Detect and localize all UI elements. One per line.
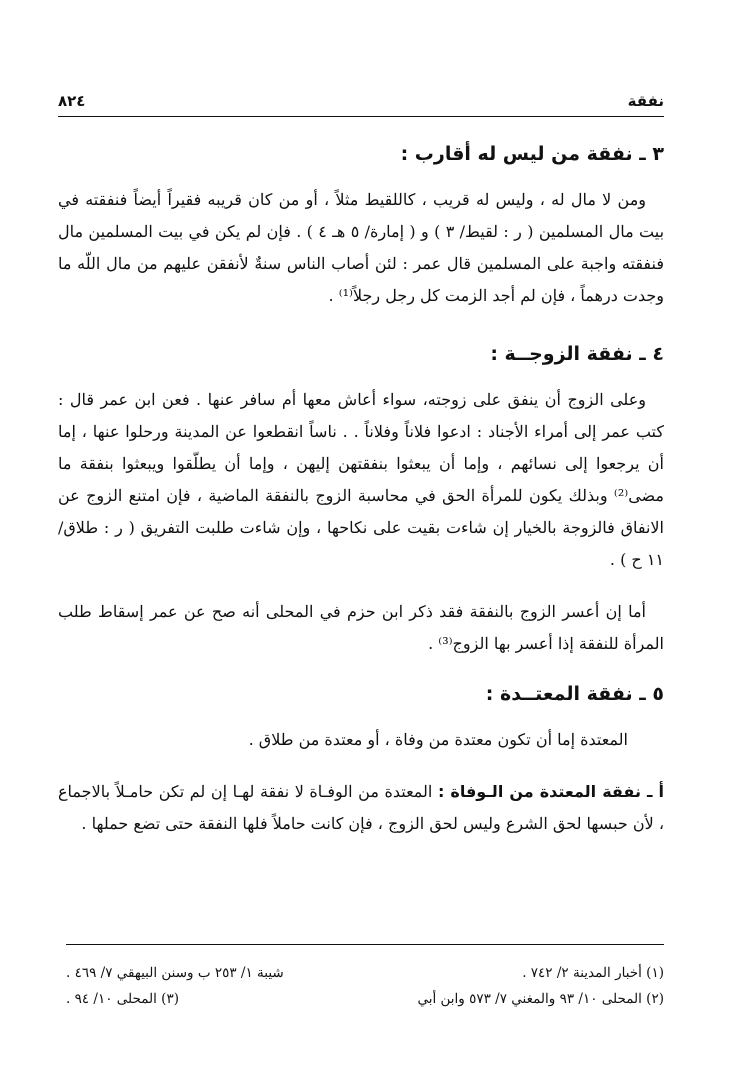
running-title: نفقة: [627, 92, 664, 110]
item-text: المعتدة من الوفـاة لا نفقة لهـا إن لم تكن حامـلاً بالاجماع ، لأن حبسها لحق الشرع وليس لحق الزوج ، فإن كانت حاملاً فلها النفقة حتى تضع حملها .: [58, 782, 664, 833]
paragraph: أما إن أعسر الزوج بالنفقة فقد ذكر ابن حزم في المحلى أنه صح عن عمر إسقاط طلب المرأة للنفقة إذا أعسر بها الزوج⁽³⁾ .: [58, 602, 664, 653]
footnote-divider: [66, 944, 664, 945]
footnote-1: (١) أخبار المدينة ٢/ ٧٤٢ .: [522, 965, 664, 981]
paragraph: وعلى الزوج أن ينفق على زوجته، سواء أعاش معها أم سافر عنها . فعن ابن عمر قال : كتب عمر إلى أمراء الأجناد : ادعوا فلاناً وفلاناً . . ناساً انقطعوا عن المدينة ورحلوا عنها ، إما أن يرجعوا إلى نسائهم ، وإما أن يبعثوا بنفقتهن إليهن ، وإما أن يطلّقوا ويبعثوا بنفقة ما مضى⁽²⁾ وبذلك يكون للمرأة الحق في محاسبة الزوج بالنفقة الماضية ، فإن امتنع الزوج عن الانفاق فالزوجة بالخيار إن شاءت بقيت على نكاحها ، وإن شاءت طلبت التفريق ( ر : طلاق/ ١١ ح ) .: [58, 390, 664, 569]
main-content: [58, 140, 664, 850]
footnotes: [66, 960, 664, 1012]
section-heading: ٥ ـ نفقة المعتــدة :: [485, 683, 664, 705]
page-number: ٨٢٤: [58, 92, 86, 110]
page-header: [58, 92, 664, 117]
footnote-2-continuation: شيبة ١/ ٢٥٣ ب وسنن البيهقي ٧/ ٤٦٩ .: [66, 965, 284, 981]
paragraph: ومن لا مال له ، وليس له قريب ، كاللقيط مثلاً ، أو من كان قريبه فقيراً أيضاً فنفقته في بيت مال المسلمين ( ر : لقيط/ ٣ ) و ( إمارة/ ٥ هـ ٤ ) . فإن لم يكن في بيت المسلمين مال فنفقته واجبة على المسلمين قال عمر : لئن أصاب الناس سنةٌ لأنفقن عليهم من مال اللّه ما وجدت درهماً ، فإن لم أجد الزمت كل رجل رجلاً⁽¹⁾ .: [58, 190, 665, 305]
section-heading: ٤ ـ نفقة الزوجــة :: [490, 343, 664, 365]
section-5: [58, 680, 664, 840]
intro-paragraph: المعتدة إما أن تكون معتدة من وفاة ، أو معتدة من طلاق .: [248, 730, 628, 749]
section-3: [58, 140, 664, 312]
section-4: [58, 340, 664, 660]
footnote-3: (٣) المحلى ١٠/ ٩٤ .: [66, 991, 179, 1007]
list-item: [58, 776, 664, 840]
footnote-row: [66, 986, 664, 1012]
spacer: [58, 332, 664, 340]
footnote-row: [66, 960, 664, 986]
footnote-2: (٢) المحلى ١٠/ ٩٣ والمغني ٧/ ٥٧٣ وابن أبي: [417, 991, 664, 1007]
section-heading: ٣ ـ نفقة من ليس له أقارب :: [400, 143, 664, 165]
item-label: أ ـ نفقة المعتدة من الـوفاة :: [437, 782, 664, 801]
